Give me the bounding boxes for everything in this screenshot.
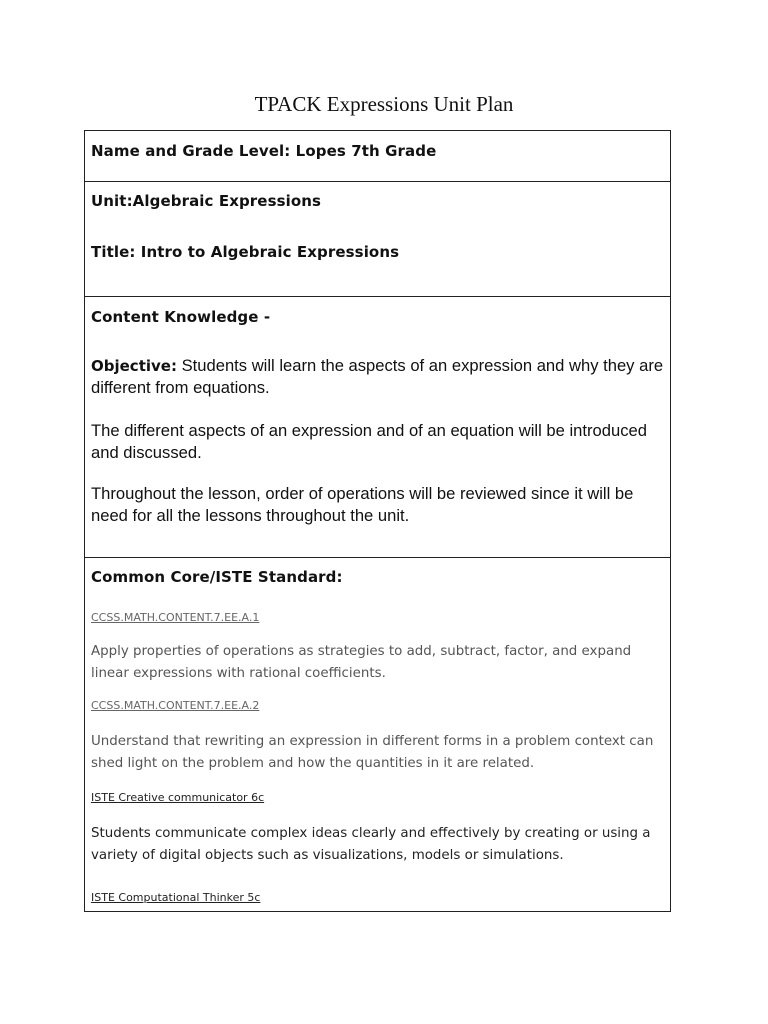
standard-code-link[interactable]: ISTE Computational Thinker 5c	[91, 891, 261, 904]
row-divider	[85, 296, 670, 297]
aspects-paragraph: The different aspects of an expression and of an equation will be introduced and discussed.	[91, 421, 647, 462]
standard-description: Understand that rewriting an expression in different forms in a problem context can shed light on the problem and how the quantities in it are related.	[91, 734, 654, 771]
unit-plan-table	[84, 130, 671, 912]
content-knowledge-heading: Content Knowledge -	[91, 308, 271, 326]
standard-code-link[interactable]: ISTE Creative communicator 6c	[91, 791, 265, 804]
order-of-operations-paragraph: Throughout the lesson, order of operations will be reviewed since it will be need for all the lessons throughout the unit.	[91, 484, 634, 525]
unit-name: Unit:Algebraic Expressions	[91, 192, 322, 210]
standard-description: Students communicate complex ideas clearly and effectively by creating or using a variety of digital objects such as visualizations, models or simulations.	[91, 826, 651, 863]
standard-description: Apply properties of operations as strategies to add, subtract, factor, and expand linear expressions with rational coefficients.	[91, 644, 632, 681]
standard-code-link[interactable]: CCSS.MATH.CONTENT.7.EE.A.1	[91, 611, 260, 624]
row-divider	[85, 181, 670, 182]
lesson-title: Title: Intro to Algebraic Expressions	[91, 243, 400, 261]
standards-heading: Common Core/ISTE Standard:	[91, 568, 343, 586]
objective-paragraph	[91, 355, 666, 399]
standard-code-link[interactable]: CCSS.MATH.CONTENT.7.EE.A.2	[91, 699, 260, 712]
name-grade-level: Name and Grade Level: Lopes 7th Grade	[91, 142, 437, 160]
objective-text: Students will learn the aspects of an expression and why they are different from equations.	[91, 356, 664, 397]
document-title: TPACK Expressions Unit Plan	[254, 92, 514, 116]
row-divider	[85, 557, 670, 558]
objective-label: Objective:	[91, 357, 177, 375]
